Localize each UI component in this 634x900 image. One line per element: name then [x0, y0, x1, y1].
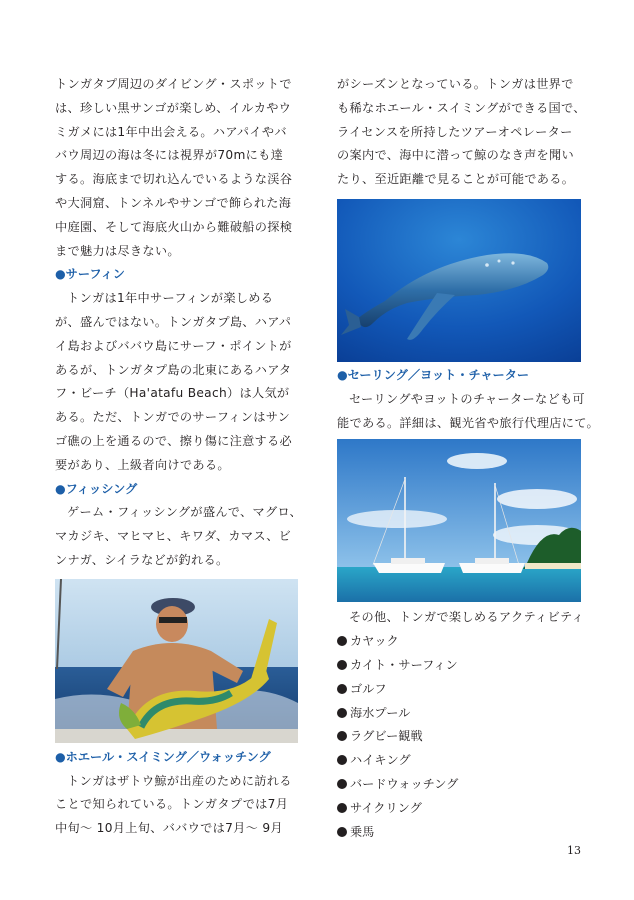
sailing-paragraph	[337, 388, 599, 436]
bullet-icon	[337, 731, 347, 741]
intro-line: は、珍しい黒サンゴが楽しめ、イルカやウ	[55, 100, 292, 115]
list-item	[337, 654, 583, 678]
fishing-line: ンナガ、シイラなどが釣れる。	[55, 552, 229, 567]
page-number: 13	[567, 844, 581, 857]
surfing-line: が、盛んではない。トンガタプ島、ハアパ	[55, 314, 292, 329]
activity-label: ゴルフ	[350, 681, 387, 696]
whale-line: 中旬～ 10月上旬、ババウでは7月～ 9月	[55, 821, 283, 836]
list-item	[337, 678, 583, 702]
bullet-icon	[337, 708, 347, 718]
intro-line: ミガメには1年中出会える。ハアパイやバ	[55, 124, 287, 139]
fishing-heading: ●フィッシング	[55, 481, 138, 496]
bullet-icon	[337, 827, 347, 837]
list-item	[337, 702, 583, 726]
intro-line: する。海底まで切れ込んでいるような渓谷	[55, 172, 293, 187]
activity-label: ラグビー観戦	[350, 729, 423, 744]
whale-cont-line: たり、至近距離で見ることが可能である。	[337, 172, 575, 187]
surfing-heading: ●サーフィン	[55, 267, 125, 282]
surfing-line: ある。ただ、トンガでのサーフィンはサン	[55, 410, 291, 425]
list-item	[337, 725, 583, 749]
intro-line: 中庭園、そして海底火山から難破船の探検	[55, 219, 293, 234]
surfing-line: トンガは1年中サーフィンが楽しめる	[67, 291, 274, 306]
whale-line: トンガはザトウ鯨が出産のために訪れる	[67, 773, 292, 788]
whale-heading: ●ホエール・スイミング／ウォッチング	[55, 749, 271, 764]
activity-label: カヤック	[350, 634, 399, 649]
fishing-line: ゲーム・フィッシングが盛んで、マグロ、	[67, 505, 303, 520]
surfing-line: イ島およびババウ島にサーフ・ポイントが	[55, 338, 292, 353]
whale-line: ことで知られている。トンガタプでは7月	[55, 797, 289, 812]
intro-line: バウ周辺の海は冬には視界が70mにも達	[55, 148, 284, 163]
surfing-line: フ・ビーチ（Ha'atafu Beach）は人気が	[55, 386, 290, 401]
whale-photo	[337, 199, 581, 362]
intro-paragraph	[55, 73, 300, 263]
whale-cont-line: ライセンスを所持したツアーオペレーター	[337, 124, 573, 139]
bullet-icon	[337, 779, 347, 789]
activity-label: 乗馬	[350, 824, 375, 839]
whale-paragraph	[55, 770, 300, 841]
surfing-line: 要があり、上級者向けである。	[55, 457, 230, 472]
list-item	[337, 630, 583, 654]
fishing-photo	[55, 579, 298, 743]
activity-label: カイト・サーフィン	[350, 657, 458, 672]
list-item	[337, 797, 583, 821]
activity-label: ハイキング	[350, 753, 411, 768]
sailing-line: 能である。詳細は、観光省や旅行代理店にて。	[337, 415, 599, 430]
surfing-line: あるが、トンガタプ島の北東にあるハアタ	[55, 362, 292, 377]
surfing-paragraph	[55, 287, 300, 477]
intro-line: まで魅力は尽きない。	[55, 243, 180, 258]
surfing-line: ゴ礁の上を通るので、擦り傷に注意する必	[55, 433, 293, 448]
sailing-heading: ●セーリング／ヨット・チャーター	[337, 367, 530, 382]
list-item	[337, 773, 583, 797]
bullet-icon	[337, 755, 347, 765]
fishing-line: マカジキ、マヒマヒ、キワダ、カマス、ビ	[55, 529, 292, 544]
activity-list	[337, 630, 583, 844]
sailing-line: セーリングやヨットのチャーターなども可	[349, 391, 585, 406]
whale-continued-paragraph	[337, 73, 586, 192]
fishing-paragraph	[55, 501, 303, 572]
right-column	[337, 73, 599, 844]
whale-cont-line: も稀なホエール・スイミングができる国で、	[337, 100, 586, 115]
bullet-icon	[337, 660, 347, 670]
whale-cont-line: がシーズンとなっている。トンガは世界で	[337, 77, 574, 91]
whale-cont-line: の案内で、海中に潜って鯨のなき声を聞い	[337, 148, 575, 163]
list-item	[337, 749, 583, 773]
activity-label: サイクリング	[350, 800, 422, 815]
left-column	[55, 73, 303, 841]
bullet-icon	[337, 803, 347, 813]
intro-line: トンガタプ周辺のダイビング・スポットで	[55, 77, 292, 91]
yacht-photo	[337, 439, 581, 602]
bullet-icon	[337, 684, 347, 694]
intro-line: や大洞窟、トンネルやサンゴで飾られた海	[55, 195, 292, 210]
bullet-icon	[337, 636, 347, 646]
list-item	[337, 821, 583, 845]
activity-label: 海水プール	[350, 705, 411, 720]
activity-label: バードウォッチング	[350, 776, 459, 791]
other-activities-heading: その他、トンガで楽しめるアクティビティ	[349, 610, 584, 625]
